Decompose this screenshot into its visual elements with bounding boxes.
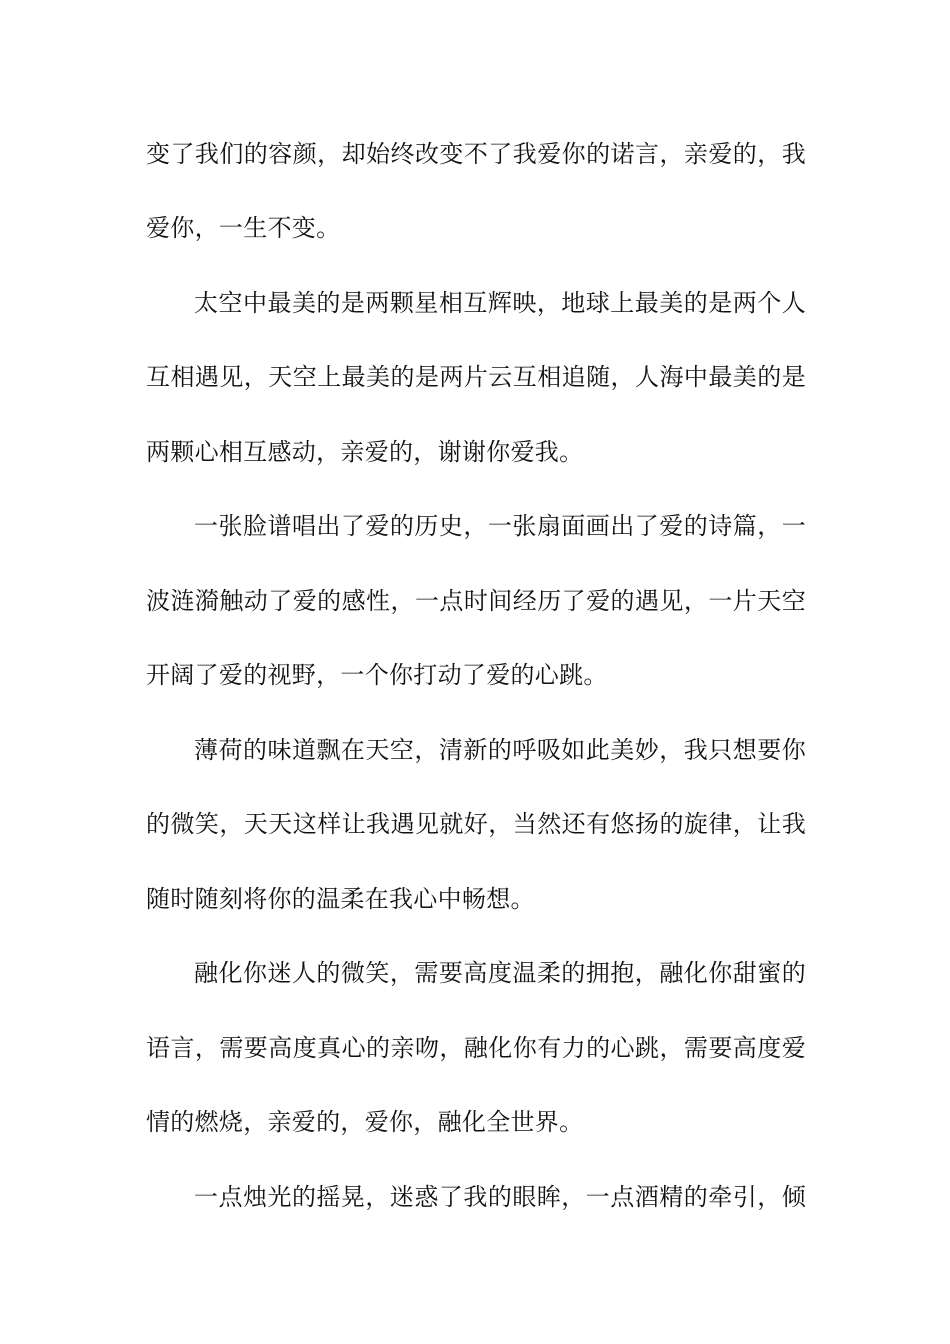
text-line: 的微笑，天天这样让我遇见就好，当然还有悠扬的旋律，让我: [146, 810, 806, 838]
text-line: 两颗心相互感动，亲爱的，谢谢你爱我。: [146, 438, 584, 466]
text-line: 随时随刻将你的温柔在我心中畅想。: [146, 885, 535, 913]
text-line: 开阔了爱的视野，一个你打动了爱的心跳。: [146, 661, 608, 689]
text-line: 爱你，一生不变。: [146, 214, 341, 242]
text-line: 语言，需要高度真心的亲吻，融化你有力的心跳，需要高度爱: [146, 1034, 806, 1062]
paragraph-first-line: 薄荷的味道飘在天空，清新的呼吸如此美妙，我只想要你: [194, 736, 806, 764]
text-line: 波涟漪触动了爱的感性，一点时间经历了爱的遇见，一片天空: [146, 587, 806, 615]
text-line: 互相遇见，天空上最美的是两片云互相追随，人海中最美的是: [146, 363, 806, 391]
paragraph-first-line: 太空中最美的是两颗星相互辉映，地球上最美的是两个人: [194, 289, 806, 317]
paragraph-first-line: 一点烛光的摇晃，迷惑了我的眼眸，一点酒精的牵引，倾: [194, 1183, 806, 1211]
text-line: 情的燃烧，亲爱的，爱你，融化全世界。: [146, 1108, 584, 1136]
paragraph-first-line: 融化你迷人的微笑，需要高度温柔的拥抱，融化你甜蜜的: [194, 959, 806, 987]
text-line: 变了我们的容颜，却始终改变不了我爱你的诺言，亲爱的，我: [146, 140, 806, 168]
paragraph-first-line: 一张脸谱唱出了爱的历史，一张扇面画出了爱的诗篇，一: [194, 512, 806, 540]
